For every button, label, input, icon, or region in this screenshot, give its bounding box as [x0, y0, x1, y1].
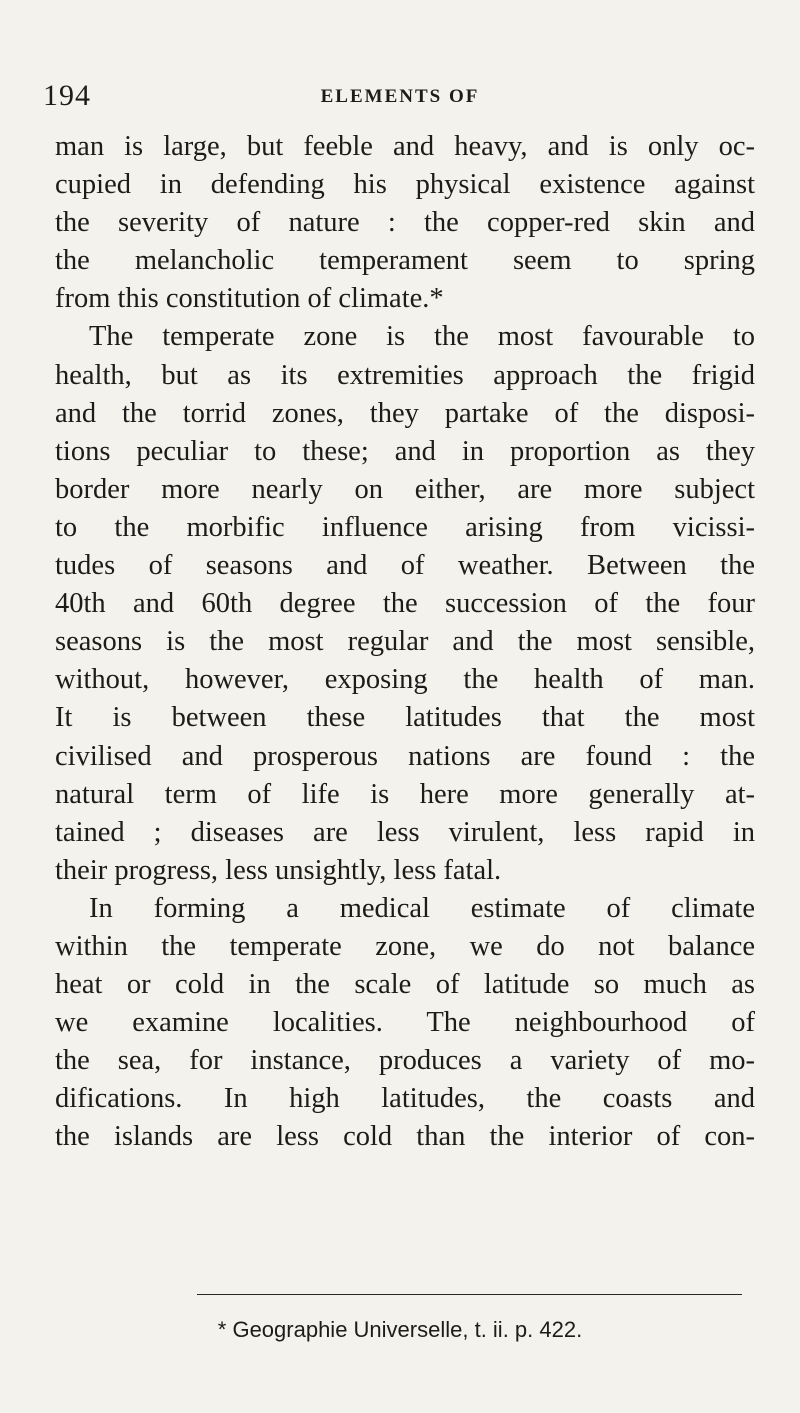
- text-line: tions peculiar to these; and in proportion as they: [55, 435, 755, 467]
- text-line: tained ; diseases are less virulent, less rapid in: [55, 816, 755, 848]
- text-line: the severity of nature : the copper-red skin and: [55, 207, 755, 239]
- text-line: heat or cold in the scale of latitude so much as: [55, 969, 755, 1001]
- text-line: In forming a medical estimate of climate: [89, 892, 755, 924]
- text-line: without, however, exposing the health of man.: [55, 664, 755, 696]
- text-line: health, but as its extremities approach the frigid: [55, 359, 755, 391]
- text-line: border more nearly on either, are more subject: [55, 473, 755, 505]
- text-line: natural term of life is here more generally at-: [55, 778, 755, 810]
- text-line: The temperate zone is the most favourable to: [89, 321, 755, 353]
- footnote: * Geographie Universelle, t. ii. p. 422.: [217, 1317, 583, 1342]
- text-line: man is large, but feeble and heavy, and is only oc-: [55, 131, 755, 162]
- text-line: the melancholic temperament seem to spring: [55, 245, 755, 277]
- text-line: 40th and 60th degree the succession of the four: [55, 588, 755, 620]
- text-line: civilised and prosperous nations are found : the: [55, 740, 755, 772]
- body-text: [55, 128, 755, 1157]
- text-line: to the morbific influence arising from vicissi-: [55, 511, 755, 543]
- text-line: tudes of seasons and of weather. Between the: [55, 550, 755, 582]
- page-number: 194: [43, 79, 91, 112]
- text-line: we examine localities. The neighbourhood of: [55, 1007, 755, 1039]
- text-line: within the temperate zone, we do not balance: [55, 930, 755, 962]
- text-line: the islands are less cold than the interior of con-: [55, 1121, 755, 1153]
- text-line: difications. In high latitudes, the coasts and: [55, 1083, 755, 1115]
- text-line: from this constitution of climate.*: [55, 283, 444, 315]
- text-line: and the torrid zones, they partake of the disposi-: [55, 397, 755, 429]
- text-line: the sea, for instance, produces a variety of mo-: [55, 1045, 755, 1077]
- text-line: It is between these latitudes that the most: [55, 702, 755, 734]
- footnote-rule: [197, 1294, 742, 1295]
- text-line: their progress, less unsightly, less fatal.: [55, 854, 502, 886]
- text-line: cupied in defending his physical existence against: [55, 169, 755, 201]
- running-head: ELEMENTS OF: [320, 86, 480, 107]
- text-line: seasons is the most regular and the most sensible,: [55, 626, 755, 658]
